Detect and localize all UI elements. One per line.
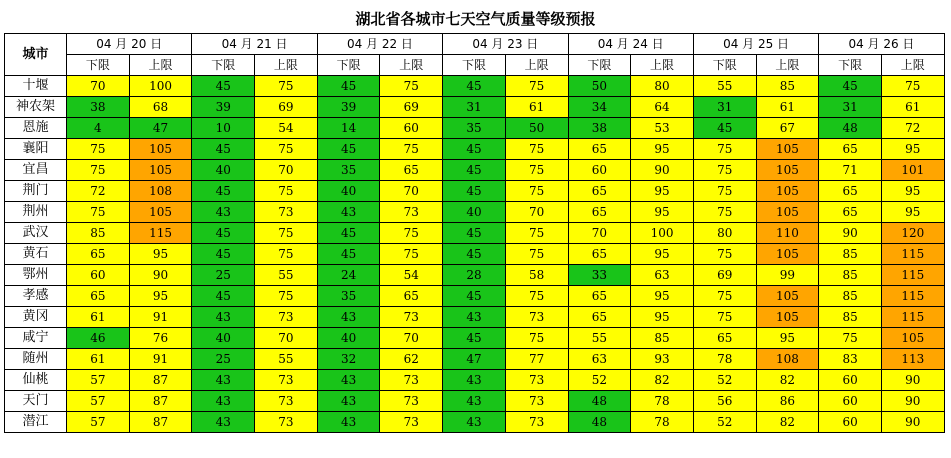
lower-value-cell: 45 — [192, 223, 255, 244]
upper-value-cell: 50 — [505, 118, 568, 139]
upper-value-cell: 75 — [505, 181, 568, 202]
lower-value-cell: 45 — [443, 76, 506, 97]
lower-limit-header: 下限 — [693, 55, 756, 76]
lower-value-cell: 85 — [819, 307, 882, 328]
lower-value-cell: 25 — [192, 265, 255, 286]
lower-value-cell: 40 — [317, 181, 380, 202]
upper-limit-header: 上限 — [756, 55, 819, 76]
upper-value-cell: 115 — [881, 307, 944, 328]
lower-value-cell: 75 — [693, 202, 756, 223]
city-name: 宜昌 — [5, 160, 67, 181]
lower-value-cell: 43 — [443, 391, 506, 412]
upper-value-cell: 95 — [631, 139, 694, 160]
lower-value-cell: 43 — [317, 307, 380, 328]
header-sub-row — [5, 55, 945, 76]
lower-value-cell: 35 — [317, 160, 380, 181]
upper-value-cell: 76 — [129, 328, 192, 349]
lower-value-cell: 72 — [67, 181, 130, 202]
lower-limit-header: 下限 — [819, 55, 882, 76]
date-header: 04 月 22 日 — [317, 34, 442, 55]
table-row — [5, 223, 945, 244]
upper-limit-header: 上限 — [881, 55, 944, 76]
lower-limit-header: 下限 — [443, 55, 506, 76]
upper-value-cell: 115 — [129, 223, 192, 244]
upper-value-cell: 55 — [255, 265, 318, 286]
lower-value-cell: 45 — [443, 328, 506, 349]
lower-value-cell: 75 — [693, 244, 756, 265]
table-row — [5, 286, 945, 307]
lower-value-cell: 38 — [67, 97, 130, 118]
upper-value-cell: 73 — [255, 202, 318, 223]
upper-value-cell: 108 — [756, 349, 819, 370]
lower-value-cell: 45 — [192, 181, 255, 202]
lower-value-cell: 60 — [568, 160, 631, 181]
upper-value-cell: 69 — [380, 97, 443, 118]
upper-value-cell: 90 — [631, 160, 694, 181]
upper-value-cell: 70 — [255, 328, 318, 349]
upper-value-cell: 95 — [756, 328, 819, 349]
table-row — [5, 307, 945, 328]
upper-value-cell: 95 — [631, 202, 694, 223]
upper-value-cell: 75 — [255, 76, 318, 97]
lower-value-cell: 35 — [317, 286, 380, 307]
upper-value-cell: 82 — [631, 370, 694, 391]
corner-label: 城市 — [5, 34, 67, 76]
upper-value-cell: 91 — [129, 307, 192, 328]
upper-value-cell: 53 — [631, 118, 694, 139]
lower-value-cell: 25 — [192, 349, 255, 370]
upper-value-cell: 73 — [380, 370, 443, 391]
lower-value-cell: 28 — [443, 265, 506, 286]
upper-value-cell: 105 — [756, 181, 819, 202]
upper-value-cell: 105 — [129, 160, 192, 181]
upper-value-cell: 108 — [129, 181, 192, 202]
lower-value-cell: 47 — [443, 349, 506, 370]
lower-value-cell: 24 — [317, 265, 380, 286]
lower-value-cell: 40 — [317, 328, 380, 349]
date-header: 04 月 26 日 — [819, 34, 944, 55]
lower-limit-header: 下限 — [67, 55, 130, 76]
header-date-row — [5, 34, 945, 55]
upper-value-cell: 90 — [881, 412, 944, 433]
upper-value-cell: 60 — [380, 118, 443, 139]
upper-value-cell: 61 — [756, 97, 819, 118]
upper-limit-header: 上限 — [631, 55, 694, 76]
lower-value-cell: 45 — [443, 223, 506, 244]
upper-value-cell: 100 — [631, 223, 694, 244]
lower-value-cell: 65 — [568, 181, 631, 202]
lower-value-cell: 65 — [819, 202, 882, 223]
lower-value-cell: 45 — [443, 286, 506, 307]
lower-value-cell: 75 — [693, 307, 756, 328]
city-name: 武汉 — [5, 223, 67, 244]
table-row — [5, 412, 945, 433]
lower-value-cell: 43 — [443, 307, 506, 328]
lower-value-cell: 43 — [192, 307, 255, 328]
upper-value-cell: 75 — [505, 160, 568, 181]
upper-value-cell: 73 — [380, 412, 443, 433]
lower-value-cell: 45 — [192, 76, 255, 97]
upper-value-cell: 90 — [881, 370, 944, 391]
lower-limit-header: 下限 — [568, 55, 631, 76]
upper-limit-header: 上限 — [505, 55, 568, 76]
upper-value-cell: 73 — [380, 391, 443, 412]
lower-value-cell: 45 — [819, 76, 882, 97]
upper-value-cell: 120 — [881, 223, 944, 244]
upper-value-cell: 78 — [631, 391, 694, 412]
upper-value-cell: 47 — [129, 118, 192, 139]
upper-value-cell: 70 — [380, 181, 443, 202]
lower-value-cell: 33 — [568, 265, 631, 286]
upper-limit-header: 上限 — [380, 55, 443, 76]
upper-value-cell: 105 — [756, 244, 819, 265]
upper-value-cell: 55 — [255, 349, 318, 370]
lower-value-cell: 45 — [693, 118, 756, 139]
table-row — [5, 202, 945, 223]
upper-value-cell: 72 — [881, 118, 944, 139]
upper-value-cell: 105 — [756, 160, 819, 181]
upper-value-cell: 75 — [380, 244, 443, 265]
lower-value-cell: 65 — [819, 181, 882, 202]
lower-value-cell: 83 — [819, 349, 882, 370]
upper-value-cell: 73 — [255, 391, 318, 412]
lower-value-cell: 43 — [192, 391, 255, 412]
lower-value-cell: 60 — [819, 370, 882, 391]
lower-value-cell: 48 — [819, 118, 882, 139]
lower-value-cell: 78 — [693, 349, 756, 370]
table-row — [5, 97, 945, 118]
lower-value-cell: 65 — [819, 139, 882, 160]
upper-value-cell: 75 — [505, 223, 568, 244]
city-name: 仙桃 — [5, 370, 67, 391]
date-header: 04 月 23 日 — [443, 34, 568, 55]
upper-value-cell: 75 — [505, 139, 568, 160]
upper-value-cell: 93 — [631, 349, 694, 370]
lower-value-cell: 65 — [67, 286, 130, 307]
lower-limit-header: 下限 — [317, 55, 380, 76]
upper-value-cell: 70 — [255, 160, 318, 181]
lower-value-cell: 70 — [568, 223, 631, 244]
upper-value-cell: 73 — [505, 412, 568, 433]
lower-value-cell: 61 — [67, 307, 130, 328]
lower-value-cell: 40 — [192, 328, 255, 349]
table-row — [5, 181, 945, 202]
lower-value-cell: 34 — [568, 97, 631, 118]
upper-value-cell: 75 — [380, 76, 443, 97]
lower-value-cell: 75 — [67, 160, 130, 181]
lower-value-cell: 90 — [819, 223, 882, 244]
lower-value-cell: 45 — [317, 223, 380, 244]
lower-value-cell: 65 — [568, 139, 631, 160]
upper-value-cell: 77 — [505, 349, 568, 370]
upper-value-cell: 61 — [505, 97, 568, 118]
table-row — [5, 370, 945, 391]
lower-value-cell: 31 — [819, 97, 882, 118]
upper-value-cell: 95 — [631, 286, 694, 307]
lower-value-cell: 75 — [67, 139, 130, 160]
lower-value-cell: 55 — [693, 76, 756, 97]
upper-value-cell: 115 — [881, 265, 944, 286]
lower-value-cell: 71 — [819, 160, 882, 181]
table-row — [5, 349, 945, 370]
upper-value-cell: 75 — [255, 223, 318, 244]
date-header: 04 月 24 日 — [568, 34, 693, 55]
lower-value-cell: 35 — [443, 118, 506, 139]
lower-value-cell: 43 — [317, 412, 380, 433]
lower-value-cell: 52 — [693, 370, 756, 391]
lower-value-cell: 75 — [67, 202, 130, 223]
upper-value-cell: 87 — [129, 370, 192, 391]
lower-value-cell: 43 — [317, 202, 380, 223]
upper-value-cell: 87 — [129, 412, 192, 433]
lower-value-cell: 31 — [693, 97, 756, 118]
upper-value-cell: 64 — [631, 97, 694, 118]
upper-value-cell: 105 — [756, 202, 819, 223]
city-name: 神农架 — [5, 97, 67, 118]
table-row — [5, 118, 945, 139]
table-row — [5, 391, 945, 412]
upper-value-cell: 54 — [380, 265, 443, 286]
date-header: 04 月 25 日 — [693, 34, 818, 55]
upper-value-cell: 99 — [756, 265, 819, 286]
lower-value-cell: 75 — [693, 286, 756, 307]
upper-value-cell: 87 — [129, 391, 192, 412]
lower-value-cell: 52 — [568, 370, 631, 391]
city-name: 荆州 — [5, 202, 67, 223]
table-title: 湖北省各城市七天空气质量等级预报 — [355, 10, 596, 28]
upper-value-cell: 73 — [255, 412, 318, 433]
upper-value-cell: 75 — [255, 139, 318, 160]
upper-value-cell: 95 — [631, 244, 694, 265]
lower-value-cell: 43 — [443, 370, 506, 391]
lower-value-cell: 75 — [819, 328, 882, 349]
lower-value-cell: 39 — [192, 97, 255, 118]
upper-value-cell: 75 — [505, 328, 568, 349]
upper-value-cell: 100 — [129, 76, 192, 97]
lower-value-cell: 10 — [192, 118, 255, 139]
upper-value-cell: 73 — [505, 307, 568, 328]
lower-value-cell: 85 — [67, 223, 130, 244]
lower-value-cell: 45 — [317, 244, 380, 265]
lower-value-cell: 61 — [67, 349, 130, 370]
lower-value-cell: 65 — [67, 244, 130, 265]
lower-value-cell: 65 — [568, 307, 631, 328]
lower-value-cell: 56 — [693, 391, 756, 412]
lower-value-cell: 43 — [443, 412, 506, 433]
upper-value-cell: 95 — [631, 307, 694, 328]
lower-value-cell: 45 — [443, 139, 506, 160]
upper-value-cell: 75 — [881, 76, 944, 97]
upper-value-cell: 82 — [756, 370, 819, 391]
lower-value-cell: 43 — [317, 370, 380, 391]
lower-value-cell: 31 — [443, 97, 506, 118]
lower-value-cell: 85 — [819, 244, 882, 265]
upper-value-cell: 105 — [756, 139, 819, 160]
lower-value-cell: 85 — [819, 286, 882, 307]
lower-value-cell: 40 — [192, 160, 255, 181]
city-name: 恩施 — [5, 118, 67, 139]
lower-value-cell: 60 — [67, 265, 130, 286]
lower-value-cell: 45 — [317, 139, 380, 160]
lower-value-cell: 45 — [192, 286, 255, 307]
city-name: 襄阳 — [5, 139, 67, 160]
upper-value-cell: 73 — [505, 370, 568, 391]
lower-limit-header: 下限 — [192, 55, 255, 76]
table-row — [5, 244, 945, 265]
lower-value-cell: 65 — [568, 202, 631, 223]
lower-value-cell: 43 — [192, 202, 255, 223]
upper-value-cell: 73 — [380, 307, 443, 328]
upper-value-cell: 75 — [255, 181, 318, 202]
upper-value-cell: 67 — [756, 118, 819, 139]
city-name: 潜江 — [5, 412, 67, 433]
city-name: 鄂州 — [5, 265, 67, 286]
city-name: 天门 — [5, 391, 67, 412]
upper-value-cell: 75 — [255, 286, 318, 307]
upper-value-cell: 70 — [505, 202, 568, 223]
lower-value-cell: 43 — [192, 412, 255, 433]
table-row — [5, 76, 945, 97]
lower-value-cell: 45 — [443, 181, 506, 202]
city-name: 黄冈 — [5, 307, 67, 328]
lower-value-cell: 50 — [568, 76, 631, 97]
upper-value-cell: 68 — [129, 97, 192, 118]
lower-value-cell: 57 — [67, 391, 130, 412]
lower-value-cell: 75 — [693, 181, 756, 202]
lower-value-cell: 70 — [67, 76, 130, 97]
lower-value-cell: 43 — [317, 391, 380, 412]
upper-value-cell: 105 — [129, 139, 192, 160]
lower-value-cell: 57 — [67, 370, 130, 391]
upper-value-cell: 95 — [881, 202, 944, 223]
city-name: 随州 — [5, 349, 67, 370]
upper-limit-header: 上限 — [129, 55, 192, 76]
lower-value-cell: 85 — [819, 265, 882, 286]
upper-value-cell: 115 — [881, 286, 944, 307]
forecast-table — [4, 33, 945, 433]
lower-value-cell: 45 — [317, 76, 380, 97]
lower-value-cell: 69 — [693, 265, 756, 286]
table-row — [5, 265, 945, 286]
upper-value-cell: 86 — [756, 391, 819, 412]
lower-value-cell: 48 — [568, 391, 631, 412]
lower-value-cell: 65 — [568, 286, 631, 307]
upper-value-cell: 63 — [631, 265, 694, 286]
lower-value-cell: 75 — [693, 139, 756, 160]
upper-value-cell: 105 — [129, 202, 192, 223]
upper-value-cell: 90 — [881, 391, 944, 412]
lower-value-cell: 63 — [568, 349, 631, 370]
table-row — [5, 139, 945, 160]
lower-value-cell: 57 — [67, 412, 130, 433]
upper-value-cell: 58 — [505, 265, 568, 286]
city-name: 荆门 — [5, 181, 67, 202]
lower-value-cell: 45 — [192, 139, 255, 160]
upper-value-cell: 105 — [756, 286, 819, 307]
lower-value-cell: 75 — [693, 160, 756, 181]
table-row — [5, 328, 945, 349]
upper-value-cell: 65 — [380, 160, 443, 181]
upper-value-cell: 61 — [881, 97, 944, 118]
lower-value-cell: 14 — [317, 118, 380, 139]
upper-value-cell: 73 — [505, 391, 568, 412]
upper-value-cell: 82 — [756, 412, 819, 433]
lower-value-cell: 65 — [693, 328, 756, 349]
lower-value-cell: 39 — [317, 97, 380, 118]
upper-value-cell: 95 — [881, 181, 944, 202]
lower-value-cell: 45 — [443, 160, 506, 181]
upper-limit-header: 上限 — [255, 55, 318, 76]
upper-value-cell: 69 — [255, 97, 318, 118]
city-name: 孝感 — [5, 286, 67, 307]
upper-value-cell: 75 — [380, 139, 443, 160]
upper-value-cell: 80 — [631, 76, 694, 97]
upper-value-cell: 70 — [380, 328, 443, 349]
date-header: 04 月 20 日 — [67, 34, 192, 55]
city-name: 十堰 — [5, 76, 67, 97]
city-name: 黄石 — [5, 244, 67, 265]
lower-value-cell: 60 — [819, 391, 882, 412]
lower-value-cell: 46 — [67, 328, 130, 349]
upper-value-cell: 101 — [881, 160, 944, 181]
upper-value-cell: 73 — [255, 307, 318, 328]
upper-value-cell: 75 — [255, 244, 318, 265]
lower-value-cell: 55 — [568, 328, 631, 349]
lower-value-cell: 60 — [819, 412, 882, 433]
city-name: 咸宁 — [5, 328, 67, 349]
lower-value-cell: 80 — [693, 223, 756, 244]
upper-value-cell: 113 — [881, 349, 944, 370]
upper-value-cell: 54 — [255, 118, 318, 139]
upper-value-cell: 110 — [756, 223, 819, 244]
upper-value-cell: 95 — [129, 244, 192, 265]
table-row — [5, 160, 945, 181]
lower-value-cell: 48 — [568, 412, 631, 433]
upper-value-cell: 115 — [881, 244, 944, 265]
upper-value-cell: 75 — [505, 76, 568, 97]
lower-value-cell: 40 — [443, 202, 506, 223]
upper-value-cell: 73 — [380, 202, 443, 223]
lower-value-cell: 45 — [443, 244, 506, 265]
lower-value-cell: 65 — [568, 244, 631, 265]
upper-value-cell: 75 — [505, 244, 568, 265]
upper-value-cell: 85 — [756, 76, 819, 97]
lower-value-cell: 52 — [693, 412, 756, 433]
upper-value-cell: 95 — [129, 286, 192, 307]
lower-value-cell: 43 — [192, 370, 255, 391]
upper-value-cell: 95 — [881, 139, 944, 160]
upper-value-cell: 105 — [881, 328, 944, 349]
lower-value-cell: 32 — [317, 349, 380, 370]
upper-value-cell: 91 — [129, 349, 192, 370]
upper-value-cell: 75 — [380, 223, 443, 244]
upper-value-cell: 105 — [756, 307, 819, 328]
upper-value-cell: 65 — [380, 286, 443, 307]
lower-value-cell: 4 — [67, 118, 130, 139]
lower-value-cell: 45 — [192, 244, 255, 265]
date-header: 04 月 21 日 — [192, 34, 317, 55]
upper-value-cell: 95 — [631, 181, 694, 202]
upper-value-cell: 75 — [505, 286, 568, 307]
upper-value-cell: 73 — [255, 370, 318, 391]
upper-value-cell: 62 — [380, 349, 443, 370]
upper-value-cell: 85 — [631, 328, 694, 349]
upper-value-cell: 90 — [129, 265, 192, 286]
lower-value-cell: 38 — [568, 118, 631, 139]
upper-value-cell: 78 — [631, 412, 694, 433]
